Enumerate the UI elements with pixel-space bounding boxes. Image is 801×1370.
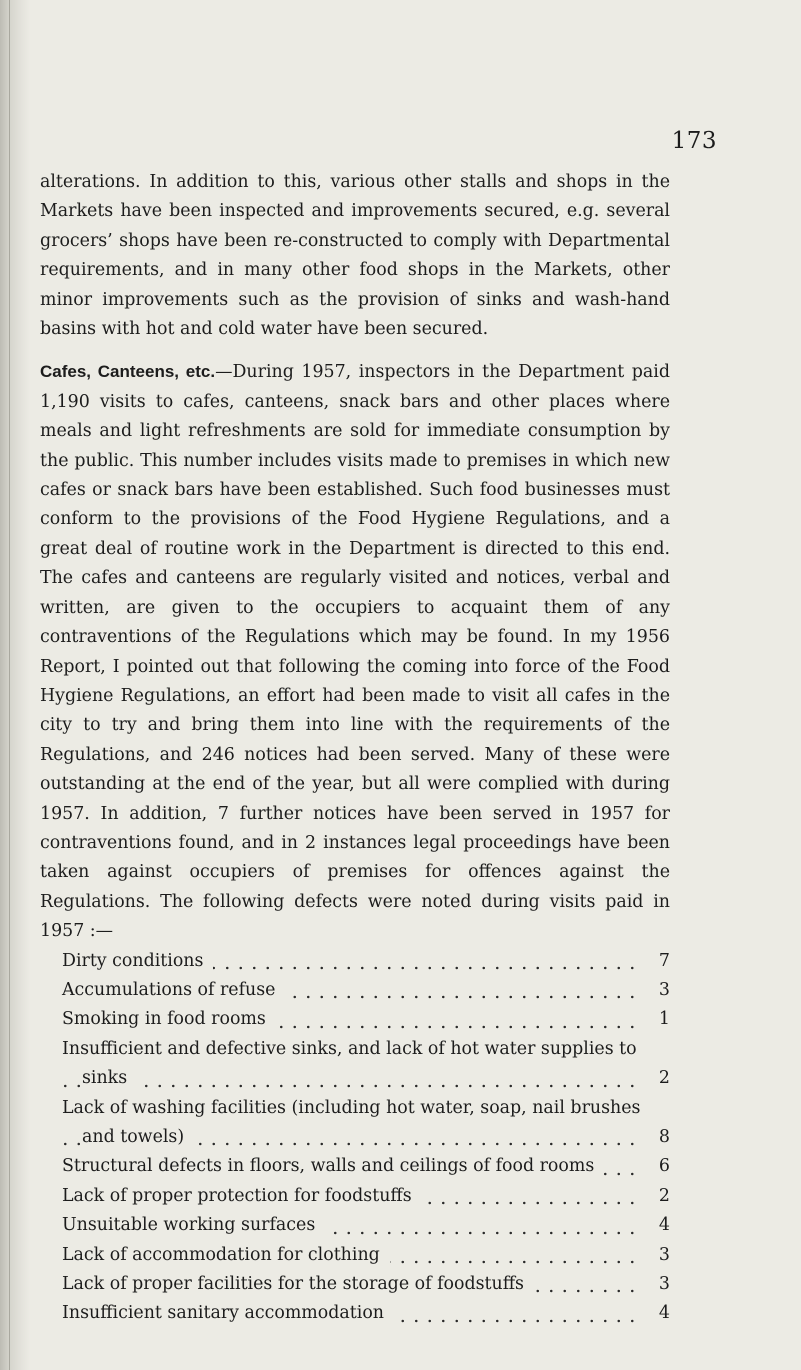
- defect-row: [62, 1241, 670, 1270]
- defect-count: 1: [644, 1005, 670, 1034]
- defect-count: 8: [644, 1123, 670, 1152]
- defect-label: Lack of accommodation for clothing: [62, 1245, 390, 1265]
- defect-row: [62, 947, 670, 976]
- defect-count: 3: [644, 1270, 670, 1299]
- defect-row: [62, 1152, 670, 1181]
- defect-count: 4: [644, 1299, 670, 1328]
- defect-row: [62, 1270, 670, 1299]
- page-number: 173: [671, 128, 717, 154]
- defect-row: [62, 976, 670, 1005]
- defect-row: [62, 1094, 670, 1153]
- cafes-paragraph: [40, 357, 670, 946]
- defect-label: Lack of proper protection for foodstuffs: [62, 1186, 422, 1206]
- defects-list: [62, 947, 670, 1329]
- defect-row: [62, 1035, 670, 1094]
- defect-label: Unsuitable working surfaces: [62, 1215, 325, 1235]
- defect-count: 7: [644, 947, 670, 976]
- markets-paragraph: alterations. In addition to this, various other stalls and shops in the Markets have been inspected and improvements secured, e.g. several grocers’ shops have been re-constructed to comply with Departmental requirements, and in many other food shops in the Markets, other minor improvements such as the provision of sinks and wash-hand basins with hot and cold water have been secured.: [40, 172, 670, 340]
- defect-count: 3: [644, 976, 670, 1005]
- defect-row: [62, 1182, 670, 1211]
- defect-row: [62, 1299, 670, 1328]
- defect-row: [62, 1005, 670, 1034]
- page-binding-shadow: [0, 0, 30, 1370]
- defect-count: 6: [644, 1152, 670, 1181]
- defect-label: Dirty conditions: [62, 951, 213, 971]
- defect-row: [62, 1211, 670, 1240]
- defect-label: Insufficient and defective sinks, and lack of hot water supplies to sinks: [62, 1038, 637, 1089]
- defect-label: Lack of washing facilities (including hot water, soap, nail brushes and towels): [62, 1097, 641, 1147]
- page-binding-edge: [9, 0, 10, 1370]
- defect-count: 3: [644, 1241, 670, 1270]
- defect-count: 2: [644, 1182, 670, 1211]
- defect-count: 4: [644, 1211, 670, 1240]
- defect-count: 2: [644, 1064, 670, 1093]
- defect-label: Smoking in food rooms: [62, 1009, 276, 1029]
- page-body: [40, 168, 670, 1329]
- cafes-section-heading: Cafes, Canteens, etc.: [40, 362, 216, 382]
- defect-label: Accumulations of refuse: [62, 980, 285, 1000]
- defect-label: Lack of proper facilities for the storage of foodstuffs: [62, 1274, 534, 1294]
- defect-label: Insufficient sanitary accommodation: [62, 1303, 394, 1323]
- defect-label: Structural defects in floors, walls and ceilings of food rooms: [62, 1156, 604, 1176]
- cafes-paragraph-text: —During 1957, inspectors in the Department paid 1,190 visits to cafes, canteens, snack bars and other places where meals and light refreshments are sold for immediate consumption by the public. This number includes visits made to premises in which new cafes or snack bars have been established. Such food businesses must conform to the provisions of the Food Hygiene Regulations, and a great deal of routine work in the Department is directed to this end. The cafes and canteens are regularly visited and notices, verbal and written, are given to the occupiers to acquaint them of any contraventions of the Regulations which may be found. In my 1956 Report, I pointed out that following the coming into force of the Food Hygiene Regulations, an effort had been made to visit all cafes in the city to try and bring them into line with the requirements of the Regulations, and 246 notices had been served. Many of these were outstanding at the end of the year, but all were complied with during 1957. In addition, 7 further notices have been served in 1957 for contraventions found, and in 2 instances legal proceedings have been taken against occupiers of premises for offences against the Regulations. The following defects were noted during visits paid in 1957 :—: [40, 362, 670, 942]
